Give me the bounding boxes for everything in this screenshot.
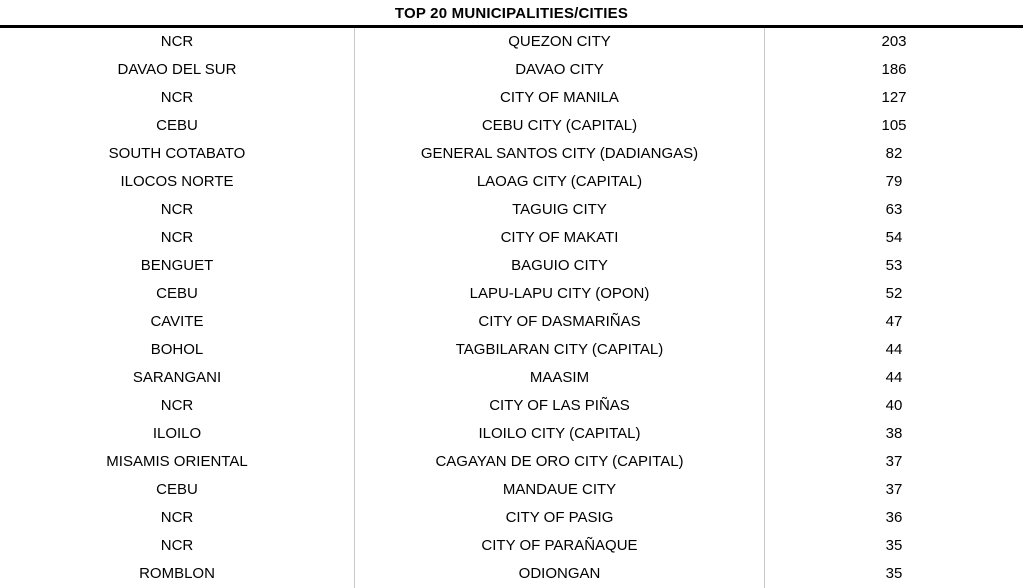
city-cell[interactable]: MAASIM bbox=[355, 364, 765, 392]
table-row bbox=[0, 448, 1023, 476]
count-cell[interactable]: 186 bbox=[881, 61, 907, 78]
city-cell[interactable]: BAGUIO CITY bbox=[355, 252, 765, 280]
count-cell[interactable]: 35 bbox=[885, 565, 903, 582]
count-cell[interactable]: 53 bbox=[885, 257, 903, 274]
count-cell[interactable]: 44 bbox=[885, 369, 903, 386]
city-cell[interactable]: TAGUIG CITY bbox=[355, 196, 765, 224]
table-row bbox=[0, 392, 1023, 420]
province-cell[interactable]: DAVAO DEL SUR bbox=[0, 56, 355, 84]
province-cell[interactable]: ILOILO bbox=[0, 420, 355, 448]
city-cell[interactable]: MANDAUE CITY bbox=[355, 476, 765, 504]
city-cell[interactable]: ILOILO CITY (CAPITAL) bbox=[355, 420, 765, 448]
province-cell[interactable]: ROMBLON bbox=[0, 560, 355, 588]
city-cell[interactable]: CITY OF MANILA bbox=[355, 84, 765, 112]
count-cell[interactable]: 203 bbox=[881, 33, 907, 50]
table-row bbox=[0, 252, 1023, 280]
city-cell[interactable]: CITY OF PARAÑAQUE bbox=[355, 532, 765, 560]
city-cell[interactable]: LAPU-LAPU CITY (OPON) bbox=[355, 280, 765, 308]
table-row bbox=[0, 420, 1023, 448]
count-cell[interactable]: 37 bbox=[885, 481, 903, 498]
table-row bbox=[0, 560, 1023, 588]
data-table bbox=[0, 28, 1023, 588]
province-cell[interactable]: CEBU bbox=[0, 476, 355, 504]
city-cell[interactable]: CITY OF LAS PIÑAS bbox=[355, 392, 765, 420]
city-cell[interactable]: CITY OF DASMARIÑAS bbox=[355, 308, 765, 336]
province-cell[interactable]: BOHOL bbox=[0, 336, 355, 364]
table-row bbox=[0, 308, 1023, 336]
province-cell[interactable]: ILOCOS NORTE bbox=[0, 168, 355, 196]
table-row bbox=[0, 56, 1023, 84]
province-cell[interactable]: NCR bbox=[0, 224, 355, 252]
table-row bbox=[0, 364, 1023, 392]
count-cell[interactable]: 37 bbox=[885, 453, 903, 470]
province-cell[interactable]: SARANGANI bbox=[0, 364, 355, 392]
count-cell[interactable]: 35 bbox=[885, 537, 903, 554]
province-cell[interactable]: CAVITE bbox=[0, 308, 355, 336]
table-row bbox=[0, 476, 1023, 504]
count-cell[interactable]: 38 bbox=[885, 425, 903, 442]
province-cell[interactable]: MISAMIS ORIENTAL bbox=[0, 448, 355, 476]
table-row bbox=[0, 224, 1023, 252]
city-cell[interactable]: TAGBILARAN CITY (CAPITAL) bbox=[355, 336, 765, 364]
table-row bbox=[0, 280, 1023, 308]
city-cell[interactable]: ODIONGAN bbox=[355, 560, 765, 588]
city-cell[interactable]: GENERAL SANTOS CITY (DADIANGAS) bbox=[355, 140, 765, 168]
table-row bbox=[0, 504, 1023, 532]
count-cell[interactable]: 127 bbox=[881, 89, 907, 106]
province-cell[interactable]: SOUTH COTABATO bbox=[0, 140, 355, 168]
table-row bbox=[0, 168, 1023, 196]
province-cell[interactable]: NCR bbox=[0, 84, 355, 112]
province-cell[interactable]: CEBU bbox=[0, 112, 355, 140]
count-cell[interactable]: 52 bbox=[885, 285, 903, 302]
city-cell[interactable]: CAGAYAN DE ORO CITY (CAPITAL) bbox=[355, 448, 765, 476]
table-row bbox=[0, 140, 1023, 168]
count-cell[interactable]: 63 bbox=[885, 201, 903, 218]
count-cell[interactable]: 54 bbox=[885, 229, 903, 246]
count-cell[interactable]: 82 bbox=[885, 145, 903, 162]
city-cell[interactable]: CEBU CITY (CAPITAL) bbox=[355, 112, 765, 140]
table-row bbox=[0, 112, 1023, 140]
province-cell[interactable]: NCR bbox=[0, 504, 355, 532]
city-cell[interactable]: LAOAG CITY (CAPITAL) bbox=[355, 168, 765, 196]
table-title: TOP 20 MUNICIPALITIES/CITIES bbox=[0, 0, 1023, 28]
city-cell[interactable]: DAVAO CITY bbox=[355, 56, 765, 84]
city-cell[interactable]: CITY OF PASIG bbox=[355, 504, 765, 532]
city-cell[interactable]: QUEZON CITY bbox=[355, 28, 765, 56]
count-cell[interactable]: 47 bbox=[885, 313, 903, 330]
province-cell[interactable]: BENGUET bbox=[0, 252, 355, 280]
province-cell[interactable]: NCR bbox=[0, 196, 355, 224]
province-cell[interactable]: NCR bbox=[0, 532, 355, 560]
city-cell[interactable]: CITY OF MAKATI bbox=[355, 224, 765, 252]
province-cell[interactable]: NCR bbox=[0, 28, 355, 56]
count-cell[interactable]: 105 bbox=[881, 117, 907, 134]
table-row bbox=[0, 84, 1023, 112]
table-row bbox=[0, 28, 1023, 56]
table-row bbox=[0, 196, 1023, 224]
province-cell[interactable]: CEBU bbox=[0, 280, 355, 308]
table-row bbox=[0, 532, 1023, 560]
count-cell[interactable]: 44 bbox=[885, 341, 903, 358]
count-cell[interactable]: 79 bbox=[885, 173, 903, 190]
count-cell[interactable]: 40 bbox=[885, 397, 903, 414]
count-cell[interactable]: 36 bbox=[885, 509, 903, 526]
table-row bbox=[0, 336, 1023, 364]
province-cell[interactable]: NCR bbox=[0, 392, 355, 420]
